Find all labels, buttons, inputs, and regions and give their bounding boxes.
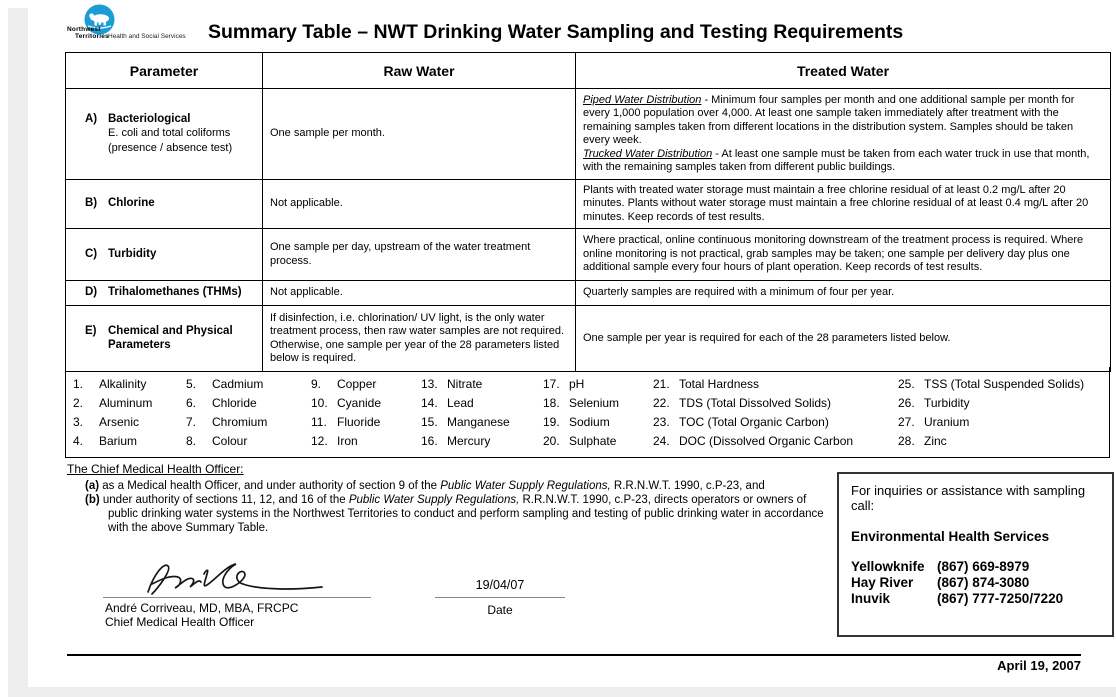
- trucked-water-text: - At least one sample must be taken from each water truck in use that month, with the remaining samples taken from different public buildings.: [583, 147, 1090, 173]
- column-header-raw-water: Raw Water: [263, 53, 576, 89]
- item-number: 17.: [543, 377, 560, 391]
- item-number: 14.: [421, 396, 438, 410]
- parameter-list-column: [543, 375, 653, 457]
- parameter-list-item: [73, 413, 186, 432]
- org-name-line1: Northwest: [67, 26, 101, 33]
- trucked-water-paragraph: [583, 148, 1103, 175]
- parameter-list-item: [311, 432, 421, 451]
- parameter-name: Chlorine: [108, 197, 155, 210]
- parameter-list-item: [898, 413, 1108, 432]
- parameter-cell: [66, 229, 263, 281]
- cmho-section: [67, 462, 831, 535]
- date-line: [435, 597, 565, 598]
- item-name: Chromium: [212, 415, 268, 429]
- parameter-list-item: [421, 432, 543, 451]
- item-number: 8.: [186, 434, 197, 448]
- parameter-list-item: [311, 394, 421, 413]
- parameter-list-item: [421, 394, 543, 413]
- item-number: 23.: [653, 415, 670, 429]
- item-number: 19.: [543, 415, 560, 429]
- parameter-cell: [66, 89, 263, 180]
- parameter-list-item: [543, 413, 653, 432]
- piped-water-lead: Piped Water Distribution: [583, 93, 702, 106]
- treated-water-cell: [576, 89, 1111, 180]
- treated-water-cell: Quarterly samples are required with a minimum of four per year.: [576, 281, 1111, 306]
- raw-water-cell: One sample per day, upstream of the water treatment process.: [263, 229, 576, 281]
- raw-water-cell: If disinfection, i.e. chlorination/ UV light, is the only water treatment process, then raw water samples are not required. Otherwise, one sample per year of the 28 parameters listed below is required.: [263, 306, 576, 372]
- org-department: Health and Social Services: [108, 33, 186, 40]
- table-header-row: [66, 53, 1111, 89]
- row-trihalomethanes: [66, 281, 1111, 306]
- item-number: 6.: [186, 396, 197, 410]
- contact-box: [837, 472, 1114, 637]
- parameter-list-column: [186, 375, 311, 457]
- clause-b-label: (b): [85, 494, 100, 506]
- item-number: 27.: [898, 415, 915, 429]
- column-header-treated-water: Treated Water: [576, 53, 1111, 89]
- signatory-title: Chief Medical Health Officer: [105, 615, 255, 629]
- clause-a-text-end: R.R.N.W.T. 1990, c.P-23, and: [610, 480, 765, 492]
- phone-row: [851, 591, 1100, 607]
- contact-department: Environmental Health Services: [851, 529, 1050, 544]
- item-name: Sodium: [569, 415, 610, 429]
- signature-date-value: 19/04/07: [475, 578, 525, 592]
- row-chemical-physical: [66, 306, 1111, 372]
- parameter-letter: A): [85, 112, 98, 125]
- signature-line: [103, 597, 371, 598]
- item-name: TOC (Total Organic Carbon): [679, 415, 829, 429]
- trucked-water-lead: Trucked Water Distribution: [583, 147, 713, 160]
- parameter-list-item: [543, 432, 653, 451]
- item-name: Total Hardness: [679, 377, 760, 391]
- contact-intro: For inquiries or assistance with sampling call:: [851, 483, 1086, 513]
- cmho-clause-b: [85, 493, 831, 535]
- treated-water-cell: Plants with treated water storage must maintain a free chlorine residual of at least 0.2 mg/L after 20 minutes. Plants without water storage must maintain a free chlorine residual of at least 0.4 mg/L after 20 minutes. Keep records of test results.: [576, 180, 1111, 229]
- page-edge-bottom: [8, 687, 1116, 697]
- item-number: 25.: [898, 377, 915, 391]
- parameter-list-item: [73, 394, 186, 413]
- clause-a-text: as a Medical health Officer, and under authority of section 9 of the: [102, 480, 441, 492]
- phone-number: (867) 669-8979: [937, 559, 1030, 574]
- piped-water-text: - Minimum four samples per month and one additional sample per month for every 1,000 population over 4,000. At least one sample taken immediately after treatment with the remaining samples taken from different locations in the distribution system. Samples should be taken every week.: [583, 93, 1075, 146]
- clause-a-label: (a): [85, 480, 100, 492]
- phone-number: (867) 874-3080: [937, 575, 1030, 590]
- parameter-letter: B): [85, 197, 98, 210]
- raw-water-cell: Not applicable.: [263, 281, 576, 306]
- item-number: 24.: [653, 434, 670, 448]
- item-number: 12.: [311, 434, 328, 448]
- parameter-list-item: [421, 375, 543, 394]
- parameter-list-item: [73, 432, 186, 451]
- parameter-name: Chemical and Physical Parameters: [108, 325, 233, 351]
- parameter-list-item: [421, 413, 543, 432]
- parameter-list-item: [543, 394, 653, 413]
- item-number: 26.: [898, 396, 915, 410]
- item-number: 9.: [311, 377, 322, 391]
- row-chlorine: [66, 180, 1111, 229]
- item-name: Turbidity: [924, 396, 970, 410]
- cmho-clause-a: [85, 479, 831, 493]
- parameter-list-item: [898, 394, 1108, 413]
- item-name: Nitrate: [447, 377, 483, 391]
- parameter-list-item: [653, 413, 898, 432]
- document-title: Summary Table – NWT Drinking Water Sampling and Testing Requirements: [208, 21, 904, 43]
- parameter-list-item: [898, 375, 1108, 394]
- parameter-list-item: [653, 432, 898, 451]
- item-number: 3.: [73, 415, 84, 429]
- clause-b-regulation: Public Water Supply Regulations,: [348, 494, 520, 506]
- row-turbidity: [66, 229, 1111, 281]
- parameter-letter: D): [85, 286, 98, 299]
- parameter-subtext: E. coli and total coliforms: [108, 127, 231, 140]
- item-name: TSS (Total Suspended Solids): [924, 377, 1085, 391]
- cmho-heading: The Chief Medical Health Officer:: [67, 462, 244, 476]
- item-name: pH: [569, 377, 585, 391]
- signatory-name: André Corriveau, MD, MBA, FRCPC: [105, 601, 299, 615]
- clause-a-regulation: Public Water Supply Regulations,: [440, 480, 611, 492]
- phone-list: [851, 559, 1100, 607]
- item-name: Copper: [337, 377, 377, 391]
- item-name: Manganese: [447, 415, 510, 429]
- signature-image: [136, 556, 346, 598]
- item-number: 5.: [186, 377, 197, 391]
- phone-row: [851, 575, 1100, 591]
- item-number: 2.: [73, 396, 84, 410]
- item-name: Alkalinity: [99, 377, 147, 391]
- parameter-list-item: [898, 432, 1108, 451]
- item-number: 21.: [653, 377, 670, 391]
- parameter-name: Turbidity: [108, 247, 157, 260]
- parameter-list: [65, 367, 1110, 458]
- column-header-parameter: Parameter: [66, 53, 263, 89]
- phone-place: Hay River: [851, 575, 914, 590]
- parameter-list-item: [653, 394, 898, 413]
- phone-number: (867) 777-7250/7220: [937, 591, 1064, 606]
- parameter-cell: [66, 281, 263, 306]
- raw-water-cell: Not applicable.: [263, 180, 576, 229]
- item-name: Aluminum: [99, 396, 153, 410]
- item-number: 1.: [73, 377, 84, 391]
- treated-water-cell: One sample per year is required for each of the 28 parameters listed below.: [576, 306, 1111, 372]
- item-number: 16.: [421, 434, 438, 448]
- parameter-list-item: [653, 375, 898, 394]
- row-bacteriological: [66, 89, 1111, 180]
- parameter-list-column: [73, 375, 186, 457]
- parameter-list-column: [653, 375, 898, 457]
- item-name: Cadmium: [212, 377, 264, 391]
- org-name-line2: Territories: [75, 33, 109, 40]
- item-number: 28.: [898, 434, 915, 448]
- parameter-letter: E): [85, 325, 97, 337]
- parameter-cell: [66, 180, 263, 229]
- parameter-list-item: [186, 375, 311, 394]
- parameter-name: Bacteriological: [108, 112, 191, 125]
- item-name: DOC (Dissolved Organic Carbon: [679, 434, 854, 448]
- item-number: 4.: [73, 434, 84, 448]
- parameter-cell: [66, 306, 263, 372]
- item-name: Zinc: [924, 434, 947, 448]
- parameter-list-item: [186, 394, 311, 413]
- parameter-list-column: [311, 375, 421, 457]
- parameter-list-item: [186, 432, 311, 451]
- parameter-list-column: [421, 375, 543, 457]
- footer-rule: [67, 654, 1081, 656]
- phone-row: [851, 559, 1100, 575]
- item-name: Uranium: [924, 415, 970, 429]
- page-edge-left: [8, 8, 28, 697]
- item-number: 22.: [653, 396, 670, 410]
- piped-water-paragraph: [583, 94, 1103, 148]
- item-name: Arsenic: [99, 415, 140, 429]
- item-number: 18.: [543, 396, 560, 410]
- item-name: Fluoride: [337, 415, 381, 429]
- parameter-list-item: [186, 413, 311, 432]
- date-label: Date: [487, 603, 513, 617]
- parameter-list-item: [311, 413, 421, 432]
- item-number: 15.: [421, 415, 438, 429]
- item-name: Mercury: [447, 434, 491, 448]
- parameter-name: Trihalomethanes (THMs): [108, 286, 242, 299]
- parameter-subtext: (presence / absence test): [108, 141, 233, 154]
- item-number: 20.: [543, 434, 560, 448]
- parameter-list-item: [311, 375, 421, 394]
- requirements-table: [65, 52, 1111, 372]
- phone-place: Yellowknife: [851, 559, 925, 574]
- item-number: 11.: [311, 415, 327, 429]
- clause-b-text: under authority of sections 11, 12, and 16 of the: [102, 494, 349, 506]
- item-number: 10.: [311, 396, 328, 410]
- item-name: Lead: [447, 396, 474, 410]
- item-name: Sulphate: [569, 434, 617, 448]
- item-name: Barium: [99, 434, 138, 448]
- parameter-list-item: [73, 375, 186, 394]
- item-name: Selenium: [569, 396, 620, 410]
- item-number: 13.: [421, 377, 438, 391]
- item-name: Cyanide: [337, 396, 382, 410]
- clause-b-text-end: R.R.N.W.T. 1990, c.P-23, directs operators or owners of public drinking water systems in the Northwest Territories to conduct and perform sampling and testing of public drinking water in accordance with the above Summary Table.: [108, 494, 824, 534]
- item-number: 7.: [186, 415, 197, 429]
- item-name: Colour: [212, 434, 248, 448]
- raw-water-cell: One sample per month.: [263, 89, 576, 180]
- parameter-list-column: [898, 375, 1108, 457]
- parameter-list-item: [543, 375, 653, 394]
- item-name: Iron: [337, 434, 358, 448]
- item-name: TDS (Total Dissolved Solids): [679, 396, 832, 410]
- footer-date: April 19, 2007: [997, 658, 1081, 673]
- phone-place: Inuvik: [851, 591, 891, 606]
- treated-water-cell: Where practical, online continuous monitoring downstream of the treatment process is required. Where online monitoring is not practical, grab samples may be taken; one sample per delivery day plus one additional sample every four hours of plant operation. Keep records of test results.: [576, 229, 1111, 281]
- item-name: Chloride: [212, 396, 257, 410]
- parameter-letter: C): [85, 247, 98, 260]
